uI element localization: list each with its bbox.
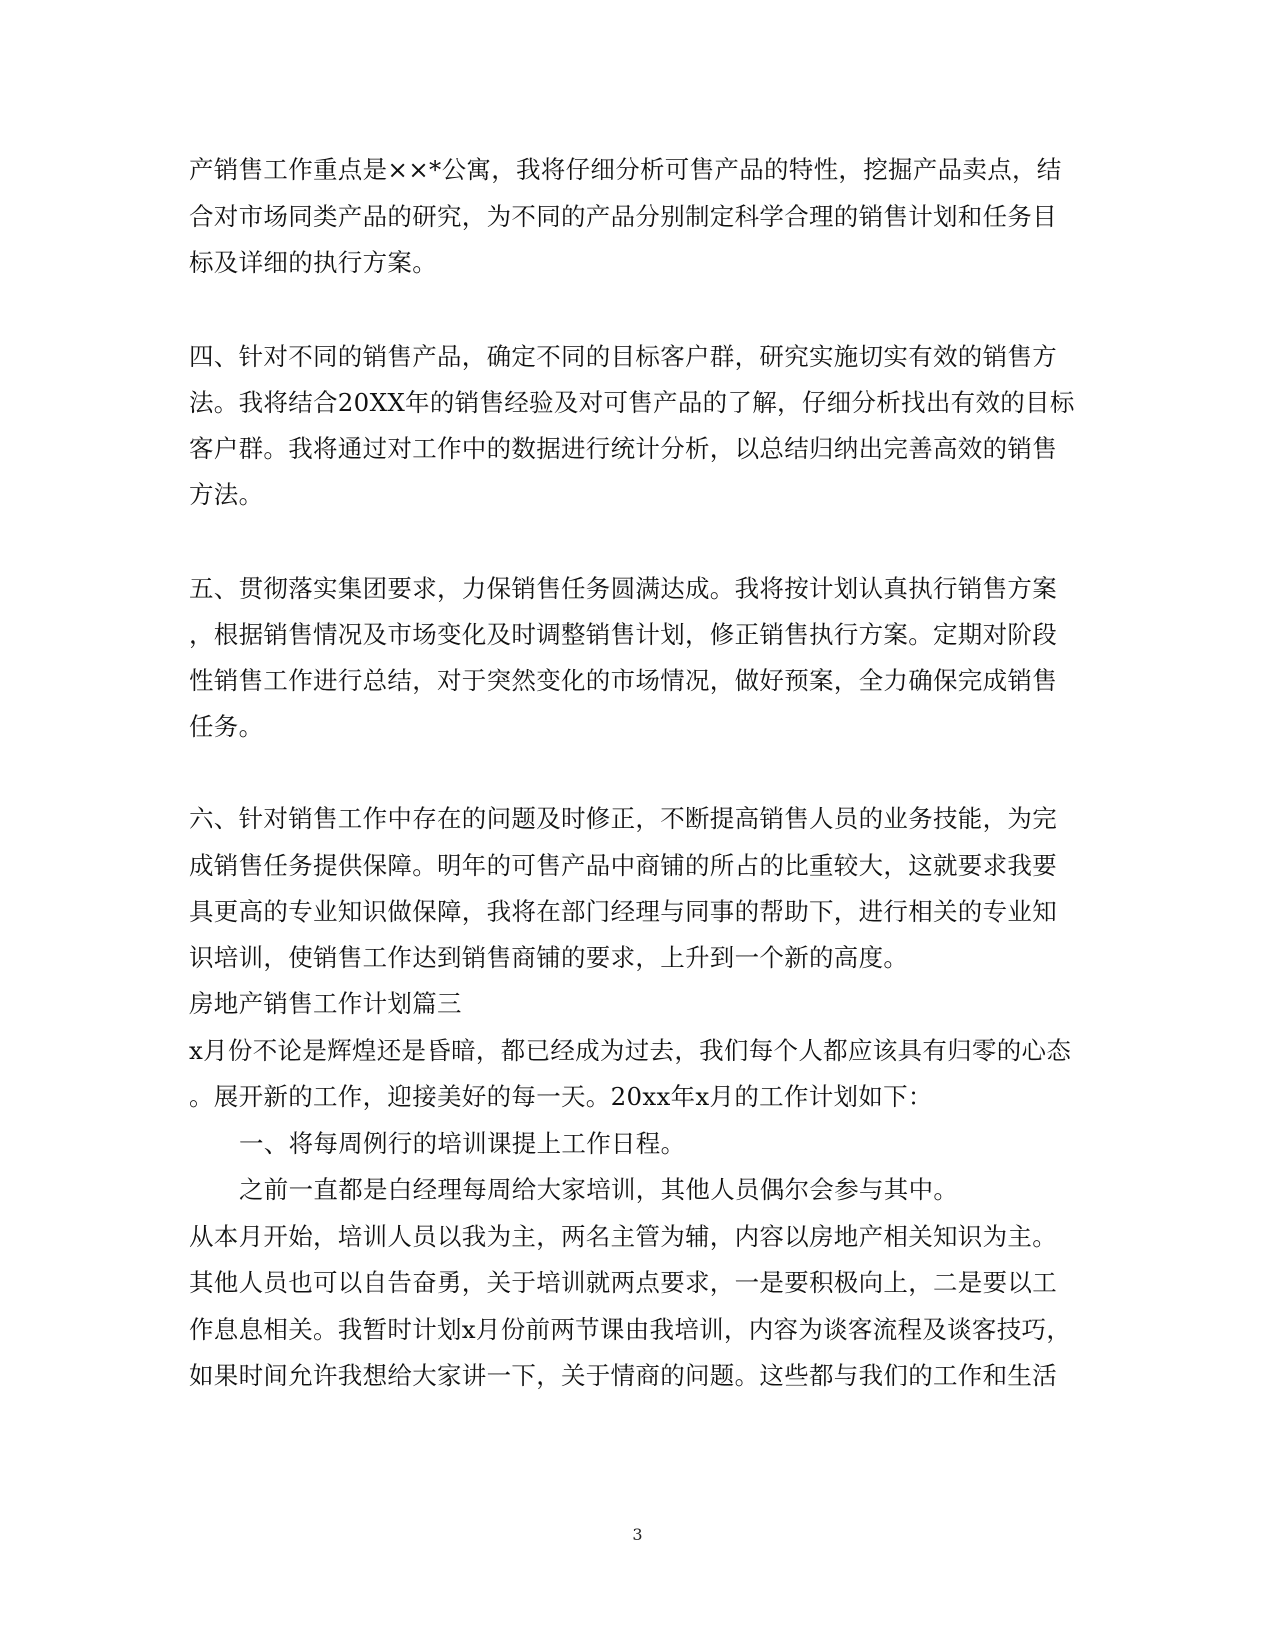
intro-line: x月份不论是辉煌还是昏暗，都已经成为过去，我们每个人都应该具有归零的心态 [189,1036,1072,1065]
paragraph-line: 产销售工作重点是××*公寓，我将仔细分析可售产品的特性，挖掘产品卖点，结 [189,155,1062,184]
paragraph-line: 识培训，使销售工作达到销售商铺的要求，上升到一个新的高度。 [189,943,909,972]
item-body-line: 如果时间允许我想给大家讲一下，关于情商的问题。这些都与我们的工作和生活 [189,1361,1057,1390]
paragraph-line: 客户群。我将通过对工作中的数据进行统计分析，以总结归纳出完善高效的销售 [189,434,1057,463]
section-title: 房地产销售工作计划篇三 [189,989,462,1018]
paragraph-line: 具更高的专业知识做保障，我将在部门经理与同事的帮助下，进行相关的专业知 [189,897,1057,926]
paragraph-line: 成销售任务提供保障。明年的可售产品中商铺的所占的比重较大，这就要求我要 [189,851,1057,880]
paragraph-line: 法。我将结合20XX年的销售经验及对可售产品的了解，仔细分析找出有效的目标 [189,388,1075,417]
paragraph-line: 五、贯彻落实集团要求，力保销售任务圆满达成。我将按计划认真执行销售方案 [189,574,1057,603]
item-heading: 一、将每周例行的培训课提上工作日程。 [239,1129,686,1158]
paragraph-line: 性销售工作进行总结，对于突然变化的市场情况，做好预案，全力确保完成销售 [189,666,1057,695]
paragraph-line: 标及详细的执行方案。 [189,248,437,277]
paragraph-line: ，根据销售情况及市场变化及时调整销售计划，修正销售执行方案。定期对阶段 [189,620,1057,649]
paragraph-line: 六、针对销售工作中存在的问题及时修正，不断提高销售人员的业务技能，为完 [189,804,1057,833]
item-body-line: 其他人员也可以自告奋勇，关于培训就两点要求，一是要积极向上，二是要以工 [189,1268,1057,1297]
item-body-line: 作息息相关。我暂时计划x月份前两节课由我培训，内容为谈客流程及谈客技巧， [189,1315,1072,1344]
item-body-line: 从本月开始，培训人员以我为主，两名主管为辅，内容以房地产相关知识为主。 [189,1222,1057,1251]
page-number: 3 [632,1525,643,1544]
intro-line: 。展开新的工作，迎接美好的每一天。20xx年x月的工作计划如下： [189,1082,933,1111]
paragraph-line: 合对市场同类产品的研究，为不同的产品分别制定科学合理的销售计划和任务目 [189,202,1057,231]
item-body-line: 之前一直都是白经理每周给大家培训，其他人员偶尔会参与其中。 [239,1175,959,1204]
paragraph-line: 四、针对不同的销售产品，确定不同的目标客户群，研究实施切实有效的销售方 [189,342,1057,371]
paragraph-line: 任务。 [189,712,264,741]
paragraph-line: 方法。 [189,480,264,509]
